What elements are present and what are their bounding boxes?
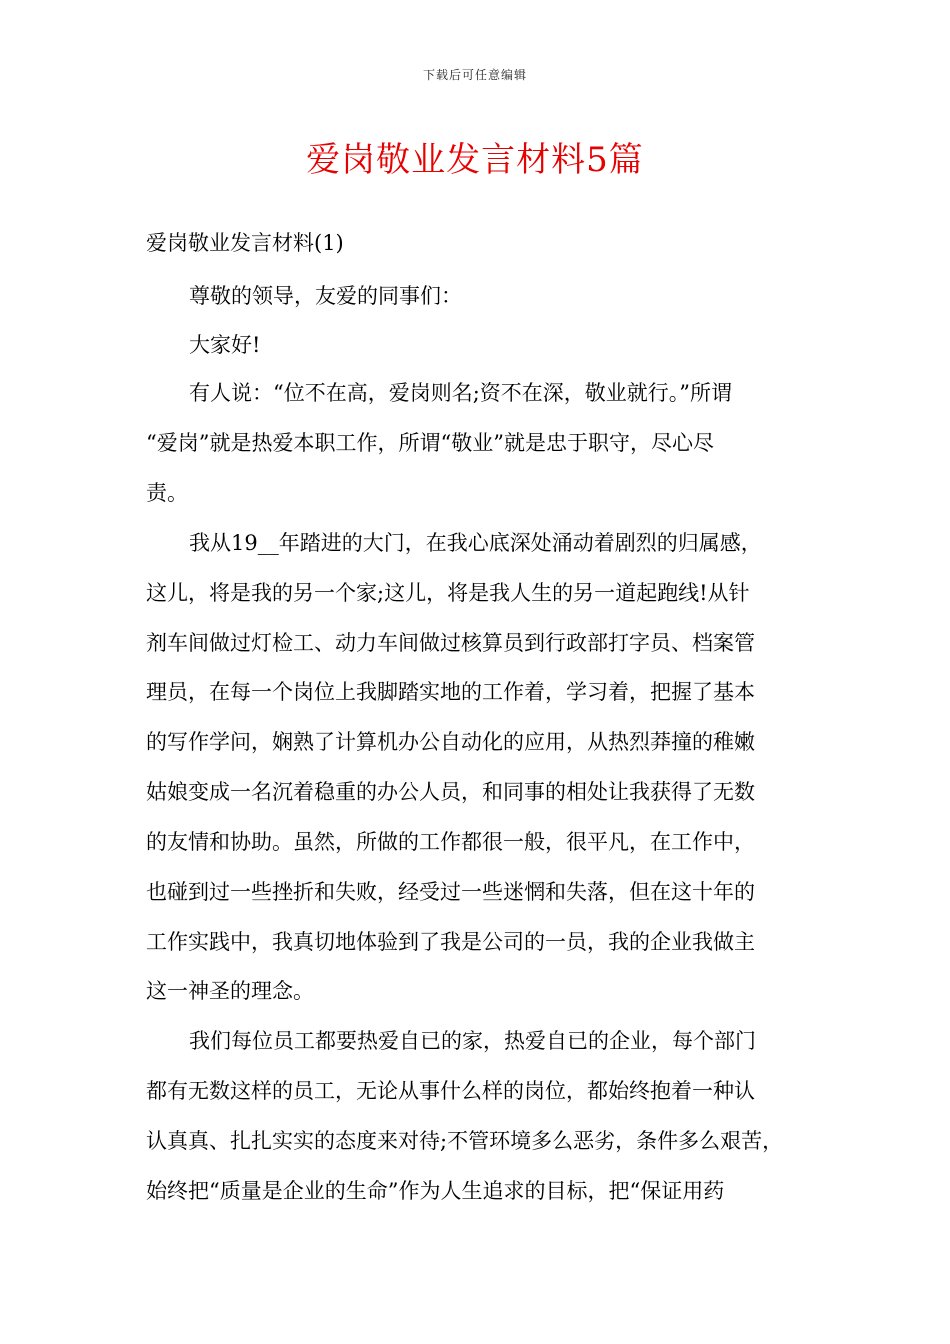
- paragraph-line: 责。: [146, 481, 188, 505]
- document-title: 爱岗敬业发言材料5篇: [306, 140, 644, 180]
- paragraph-line: 都有无数这样的员工，无论从事什么样的岗位，都始终抱着一种认: [146, 1079, 755, 1103]
- paragraph-line: 的写作学问，娴熟了计算机办公自动化的应用，从热烈莽撞的稚嫩: [146, 730, 755, 754]
- paragraph-line: 的友情和协助。虽然，所做的工作都很一般，很平凡，在工作中，: [146, 830, 755, 854]
- paragraph-line: 剂车间做过灯检工、动力车间做过核算员到行政部打字员、档案管: [146, 631, 755, 655]
- paragraph-line: 我从19__年踏进的大门，在我心底深处涌动着剧烈的归属感，: [189, 531, 762, 555]
- paragraph-line: 认真真、扎扎实实的态度来对待;不管环境多么恶劣，条件多么艰苦，: [146, 1129, 784, 1153]
- paragraph-line: “爱岗”就是热爱本职工作，所谓“敬业”就是忠于职守，尽心尽: [146, 431, 714, 455]
- paragraph-line: 理员，在每一个岗位上我脚踏实地的工作着，学习着，把握了基本: [146, 680, 755, 704]
- header-note: 下载后可任意编辑: [422, 68, 527, 82]
- paragraph-line: 姑娘变成一名沉着稳重的办公人员，和同事的相处让我获得了无数: [146, 780, 755, 804]
- paragraph-line: 大家好!: [189, 333, 261, 357]
- paragraph-line: 也碰到过一些挫折和失败，经受过一些迷惘和失落，但在这十年的: [146, 880, 755, 904]
- paragraph-line: 我们每位员工都要热爱自已的家，热爱自已的企业，每个部门: [189, 1029, 756, 1053]
- paragraph-line: 工作实践中，我真切地体验到了我是公司的一员，我的企业我做主: [146, 930, 755, 954]
- paragraph-line: 始终把“质量是企业的生命”作为人生追求的目标，把“保证用药: [146, 1179, 725, 1203]
- paragraph-line: 这儿，将是我的另一个家;这儿，将是我人生的另一道起跑线!从针: [146, 581, 750, 605]
- paragraph-line: 这一神圣的理念。: [146, 979, 314, 1003]
- section-heading: 爱岗敬业发言材料(1): [146, 231, 344, 255]
- paragraph-line: 有人说：“位不在高，爱岗则名;资不在深，敬业就行。”所谓: [189, 381, 733, 405]
- paragraph-line: 尊敬的领导，友爱的同事们：: [189, 284, 462, 308]
